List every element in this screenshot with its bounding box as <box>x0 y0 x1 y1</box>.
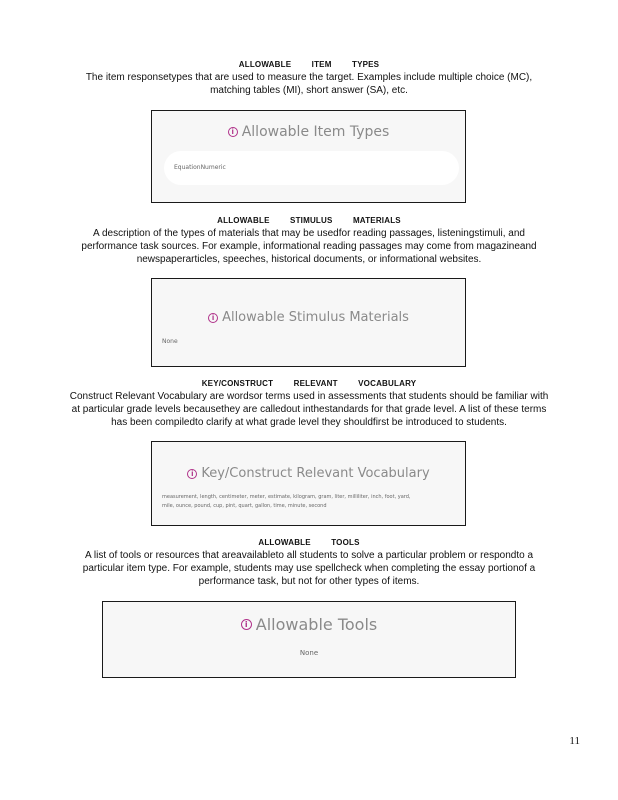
info-icon: i <box>187 469 197 479</box>
description-line: performance task sources. For example, informational reading passages may come from magazineand <box>81 241 537 252</box>
card-title: i Allowable Item Types <box>152 124 465 140</box>
vocabulary-line: measurement, length, centimeter, meter, estimate, kilogram, gram, liter, milliliter, inch, foot, yard, <box>162 494 411 500</box>
description-line: matching tables (MI), short answer (SA), etc. <box>210 85 408 96</box>
allowable-item-types-card <box>151 110 466 203</box>
description-line: at particular grade levels becausethey are calledout inthestandards for that grade level. A list of these terms <box>71 404 547 415</box>
description-line: The item responsetypes that are used to measure the target. Examples include multiple choice (MC), <box>85 72 533 83</box>
vocabulary-line: mile, ounce, pound, cup, pint, quart, gallon, time, minute, second <box>162 503 327 509</box>
section-description-tools <box>30 549 588 588</box>
description-line: performance task, but not for other types of items. <box>198 576 420 587</box>
response-type-value: EquationNumeric <box>174 164 226 171</box>
allowable-tools-card <box>102 601 516 678</box>
section-description-stimulus-materials <box>30 227 588 266</box>
card-title: i Allowable Tools <box>103 614 515 634</box>
section-heading-stimulus-materials: ALLOWABLE STIMULUS MATERIALS <box>217 216 401 225</box>
vocabulary-list <box>162 493 411 511</box>
section-description-item-types <box>30 71 588 97</box>
allowable-stimulus-materials-card <box>151 278 466 367</box>
section-description-vocabulary <box>30 390 588 429</box>
info-icon: i <box>228 127 238 137</box>
tools-value: None <box>299 649 319 657</box>
section-heading-vocabulary: KEY/CONSTRUCT RELEVANT VOCABULARY <box>201 379 417 388</box>
description-line: Construct Relevant Vocabulary are wordsor terms used in assessments that students should be familiar with <box>69 391 549 402</box>
stimulus-materials-value: None <box>162 338 178 345</box>
card-title: i Key/Construct Relevant Vocabulary <box>152 466 465 481</box>
section-heading-tools: ALLOWABLE TOOLS <box>258 538 360 547</box>
section-heading-item-types: ALLOWABLE ITEM TYPES <box>238 60 380 69</box>
description-line: newspaperarticles, speeches, historical documents, or informational websites. <box>136 254 482 265</box>
response-type-field <box>164 151 459 185</box>
info-icon: i <box>208 313 218 323</box>
description-line: A description of the types of materials that may be usedfor reading passages, listeningstimuli, and <box>93 228 525 239</box>
description-line: particular item type. For example, students may use spellcheck when completing the essay portionof a <box>82 563 536 574</box>
page-number: 11 <box>569 735 580 747</box>
description-line: A list of tools or resources that areavailableto all students to solve a particular problem or respondto a <box>84 550 534 561</box>
description-line: has been compiledto clarify at what grade level they shouldfirst be introduced to students. <box>111 417 507 428</box>
info-icon: i <box>241 619 252 630</box>
key-construct-vocabulary-card <box>151 441 466 526</box>
card-title: i Allowable Stimulus Materials <box>152 310 465 325</box>
